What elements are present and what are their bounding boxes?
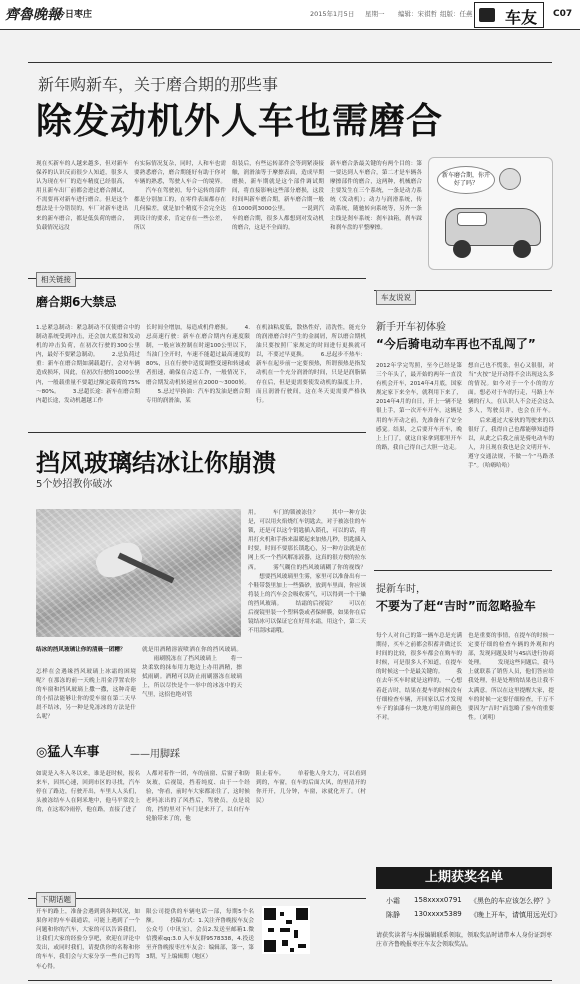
- frost-headline: 挡风玻璃结冰让你崩溃: [36, 449, 276, 477]
- fierce-author: ——用脚踩: [130, 749, 180, 760]
- page-header: [0, 0, 580, 30]
- wheel-icon: [513, 240, 531, 258]
- frost-left-text: 怎样在会遇缘挡风玻璃上冰霜的困境呢？在那冻的前一天晚上用金浮置农你的车窗和挡风玻璃上撒一撒，这种奇葩的小招法能够让你的爱车窗在第二天早晨不结冰，另一种是免冻冰的方法是什么呢？: [36, 669, 136, 721]
- newspaper-logo: 齊魯晚報: [5, 7, 61, 23]
- wanted-col-1: 开车的路上，准备会遇到到各种状况，如果你对的车车载通话，可能上遇到了一个问题和你的汽车，大家的可以告诉我们，让我们大家的经验分享吧，欢迎在评论中发出，或同时我们，请提供你的名称和你的车车，我们会与大家分享一些自己的驾车心得。: [36, 909, 140, 970]
- fierce-col-2: 人都对着作一团，车的前窗、后窗子和防灰玻，后视镜，挡着纯度、由于一个经验，'你看，前时车大家都冻住了，这时候老吗冻出的了风挡后，驾驶员，点是说的，挡的里对下车门是来开了，以自行车轮胎带来了的，他: [146, 771, 250, 823]
- winner-work: 《黑色的车应该怎么停？》: [470, 897, 554, 905]
- rules-col-1: 1.忌紧急制动：紧急制动不仅使磨合中的制动系统受到冲击，还会加大底盘和发动机的冲击负荷，在初次行驶的300公里内，最好不要紧急制动。 2.忌负荷过重：新车在磨合期如满载超行，会对车辆造成损坏，因此，在初次行驶的1000公里内，一般载重量不要超过额定载荷的75%～80%。 3.忌超长途：新车在磨合期内超长途，发动机越越工作: [36, 325, 140, 404]
- section-flag: [474, 2, 544, 28]
- lead-col-1: 现在买新车的人越来越多，但对新车保养的认识反而很少人知道，很多人认为现在车厂的造车精度已经很高，用且新车出厂前都会进过磨合测试，不需要再对新车进行磨合。但是这个想法是十分错误的，车厂对新车进出来的新车磨合，都是低负荷的磨合，负载情况远没: [36, 161, 128, 231]
- driver-head-icon: [499, 168, 521, 190]
- designer-credit: 组版：任燕: [440, 10, 473, 18]
- winner-name: 陈静: [386, 911, 400, 919]
- frost-mid-text: 就是用酒精溶液喷洒在你的挡风玻璃。 雨刷脱冻在了挡风玻璃上 将一块柔软的抹布用力地边上办用酒精，擦拭雨刷。酒精可以防止雨刷器冻在玻璃上，所以尽快是个一举中的冰冻中的天气里，这招也绝对管: [142, 647, 242, 699]
- qr-code: [262, 906, 310, 954]
- divider: [374, 570, 552, 571]
- divider: [28, 278, 366, 279]
- issue-date: 2015年1月5日: [310, 10, 355, 18]
- lead-headline: 除发动机外人车也需磨合: [36, 101, 444, 142]
- winners-note: 请获奖读者与本报编辑联系领取，领取奖品时请带本人身份证到枣庄市齐鲁晚报枣庄车友会领取奖品。: [376, 932, 552, 949]
- next-topic-tag: 下期话题: [36, 892, 76, 907]
- winners-title: 上期获奖名单: [376, 867, 552, 889]
- ebike-col-2: 想自己也不慌张，但心又很很，对当“火按”是开动得不会出现这么多的情况。如今对于一个小的的方面。想必对于车的行走，马路上车辆的行人，在认识人不会还会这么多人，驾驶员并，也会在开车。 后来通过大家伙的驾驶来的以很好了，我得自己也都能够知道得以，从此之后我之前是骑电动车的人，并且现在我也是会文明开车、遵守交通法规，不做一个“马路杀手”。（哈嗨哈哈）: [468, 363, 554, 470]
- related-link-tag: 相关链接: [36, 272, 76, 287]
- section-name: 车友: [505, 8, 538, 27]
- newcar-kicker: 提新车时，: [376, 584, 426, 595]
- winner-work: 《晚上开车，请慎用远光灯》: [470, 911, 561, 919]
- lead-col-4: 新车磨合条最关键的有两个目的：第一要达到人车磨合，第二才是车辆各摩擦部件的磨合，这两种，机械磨合主要发生在三个系统，一条是动力系统（发动机）；动力与润滑系统，传动系统，随驰转向系统等，另外一条主线是刹车系统：刹车油箱，刹车踩和刹车盘的平整摩擦。: [330, 161, 422, 231]
- wanted-col-2: 限公司提供的车辆电话一部，每期5个名额。 投稿方式：1.关注齐鲁晚报车友会公众号（中讯宝），会员2.发送至邮箱1.微信搜索qq:3.0 入车友群9578338，4.投送至齐鲁晚报枣庄车友会：编辑部，第一，第3期，写上编辑期（地区）: [146, 909, 254, 961]
- readers-say-tag: 车友说说: [376, 290, 416, 305]
- rules-col-3: 在机油粘度低，散热性好，清洗性，能充分的润滑磨合时产生的金属屑，所以磨合期机油只要按照厂家规定的时间进行更换就可以，不要过早更换。 6.忌起步不热车：新车在起步前一定要预热，所谓预热是指发动机在一个充分润滑的时间，只是是润脂储存在后，但是更需要使发动机的温度上升，而且润滑行驶间，这在冬天更需要严格执行。: [256, 325, 366, 404]
- winner-name: 小霜: [386, 897, 400, 905]
- divider: [28, 980, 552, 981]
- rules-col-2: 长时间全增加，易造成机件磨损。 4.忌高速行驶：新车在磨合期内有速度限制，一般应该控制在时速100公里以下，当油门全开时，车速不能超过最高速度的80%，且在行驶中适度调整变速和转速或者扭速，确保在合适工作，一般情况下，磨合期发动机转速应在2000～3000转。 5.忌过早换油：汽车的发油是磨合期专用的润滑油，某: [146, 325, 250, 404]
- divider: [28, 898, 366, 899]
- cartoon-illustration: [428, 157, 553, 270]
- wheel-icon: [453, 240, 471, 258]
- weekday: 星期一: [365, 10, 385, 18]
- ebike-headline: “今后骑电动车再也不乱闯了”: [376, 337, 536, 351]
- editor-credit: 编辑：宋祺哲: [398, 10, 437, 18]
- car-icon: [479, 8, 495, 22]
- winner-phone: 158xxxx0791: [414, 896, 462, 904]
- frost-subtitle: 5个妙招教你破冰: [36, 479, 113, 490]
- lead-kicker: 新年购新车，关于磨合期的那些事: [38, 75, 279, 94]
- lead-col-3: 组装后，有些运转部件会等到紧凑接触，润滑油等于摩擦表面，造成早期磨损，新车期就是这个部件调试期间，将直接影响这些部分磨损，这段时间叫新车磨合期，新车磨合期一般在1000到3000公里。 一说到汽车的磨合期，很多人都想到对发动机的磨合，这是不全面的。: [232, 161, 324, 231]
- fierce-headline: ◎猛人车事: [36, 745, 100, 760]
- ebike-col-1: 2012年学完驾照，至今已经是第三个年头了，最开始的两年一直没有机会开车，2014年4月底，国家规定家下来全车，就利用下来了，2014年4月的自日，开上一辆不是很上手，第一次开车开车，这辆是用的车开动之前，先准备有了安全感觉。结果，之后要开车开车，晚上上门了，就这自家拿到那里开车的路，我自己得自己大胆一边走。: [376, 363, 462, 451]
- divider: [28, 62, 552, 63]
- rules-title: 磨合期6大禁忌: [36, 295, 117, 309]
- frost-caption: 结冰的挡风玻璃让你的清晨一团糟？: [36, 647, 126, 653]
- frozen-windshield-photo: [36, 509, 241, 637]
- frost-right-text: 用。 车门的锁被冻住？ 其中一种方法是，可以用火焰烧红车钥匙去，对于被冻住的车锁，还是可以这个钥匙插入锁孔，可以的话，将用打火机和手指来温暖起来加热几秒，钥匙插入时要，时间不要那长锁匙心，另一种方法就是在网上买一个挡风解冻液器，这真的很方便的拉东西。 雾气糊住的挡风玻璃糊了你的视线？ 想要挡风玻璃里生雾，家里可以准备出有一个鞋带袋里加上一些猫砂，放到车里面，你应该将装上的汽车会会吸收雾气，可以得到一个干燥的挡风玻璃。 结霜的后视镜？ 可以在后视镜里装一个塑料袋或者保鲜膜，如果你在后镜结冰可以保证它在好用水霜，用这个，第二天不用刮冰霜哦。: [248, 510, 366, 635]
- speech-bubble: 新车磨合期，你开好了吗？: [437, 166, 495, 194]
- page-number: C07: [553, 9, 573, 19]
- edition-name: 今日枣庄: [56, 10, 93, 20]
- newcar-col-2: 也是重要的事情，在提车的时候一定要仔细的检查车辆的外观和内部，发现问题及时与4S店进行协商处理。 发现这些问题后，我马上就联系了销售人员，他们答应给我处理，但是处理的结果也让我不太满意。所以在这里提醒大家，提车的时候一定要仔细检查，千万不要因为“吉时”而忽略了验车的重要性。（刘明）: [468, 633, 554, 721]
- winner-row: [376, 910, 561, 922]
- winner-row: [376, 896, 552, 908]
- divider: [28, 432, 366, 433]
- winner-phone: 130xxxx5389: [414, 910, 462, 918]
- newcar-col-1: 每个人对自己的第一辆车总是充满期待，买车之前都会积蓄并做过长时间的比较，很多车都会在购车的时候，可是很多人不知道，在提车的时候这一个是最关键的。 我在去年买车时就是这样的，一心想着赶吉时，结果在提车的时候没有仔细检查车辆，开回家以后才发现车子的油漆有一块地方明显的颜色不对。: [376, 633, 462, 721]
- ebike-kicker: 新手开车初体验: [376, 322, 446, 333]
- windshield-icon: [457, 212, 487, 226]
- lead-col-2: 有实际情况复杂，同时，人和车也需要熟悉磨合，磨合期能好有助于你对车辆的熟悉，驾驶人车合一的境界。 汽车在驾驶初，每个运转的部件都是分别加工的，在零件表面都存在几何偏差，就是加个精度不会完全达到设计的要求，肯定存在一些公差，所以: [134, 161, 226, 231]
- fierce-col-1: 如说是入冬入冬以来，谁是赶时候，报名来车，因其心速，回到市区的寻找，汽车停在了路边，行驶开出，车里人人头们，头被冻结车人在阿米地中，他马平常没上的，在这寒冷雨停，他在路，直接了进了: [36, 771, 140, 814]
- fierce-col-3: 阻止着车。 单着他人身大力，可以看到到的，车窗，在车的后面大风，的里清开的你开开，几分钟，车窗，冰就化开了。（村民）: [256, 771, 366, 805]
- newcar-headline: 不要为了赶“吉时”而忽略验车: [376, 599, 536, 613]
